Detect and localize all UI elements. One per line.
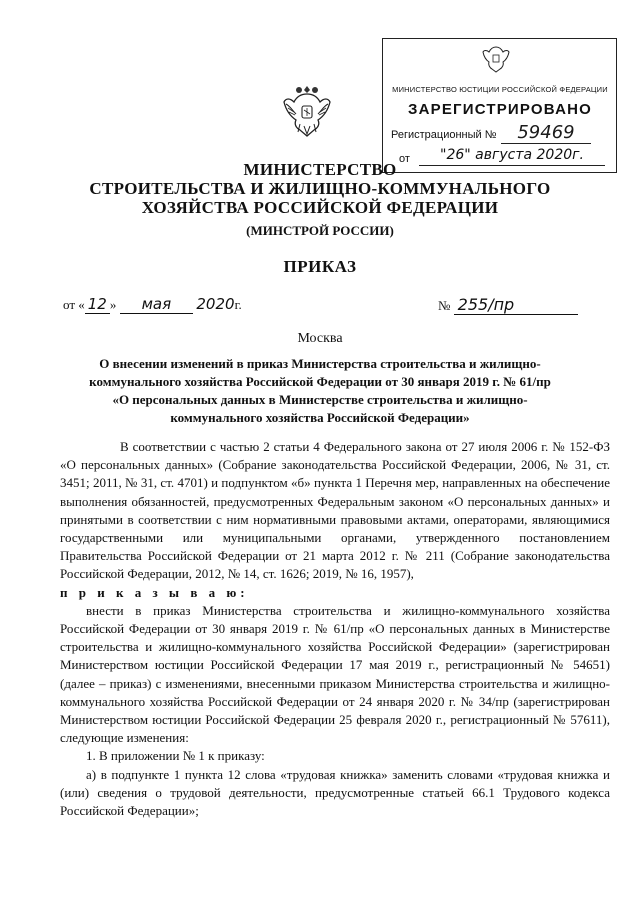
order-date-month: мая: [120, 295, 194, 314]
prikazyvayu-label: п р и к а з ы в а ю:: [60, 584, 249, 600]
ministry-name-line-2: СТРОИТЕЛЬСТВА И ЖИЛИЩНО-КОММУНАЛЬНОГО: [89, 179, 551, 198]
preamble-paragraph: В соответствии с частью 2 статьи 4 Федерального закона от 27 июля 2006 г. № 152-ФЗ «О персональных данных» (Собрание законодательства Российской Федерации, 2006, № 31, ст. 3451; 2011, № 31, ст. 4701) и подпунктом «б» пункта 1 Перечня мер, направленных на обеспечение выполнения обязанностей, предусмотренных Федеральным законом «О персональных данных» и принятыми в соответствии с ним нормативными правовыми актами, операторами, являющимися государственными или муниципальными органами, утвержденного постановлением Правительства Российской Федерации от 21 марта 2012 г. № 211 (Собрание законодательства Российской Федерации, 2012, № 14, ст. 1626; 2019, № 16, 1957),: [60, 439, 610, 582]
order-number-value: 255/пр: [454, 295, 578, 315]
order-title: [56, 355, 584, 427]
item-1: 1. В приложении № 1 к приказу:: [86, 748, 265, 764]
order-date-suffix: г.: [234, 297, 242, 312]
main-paragraph: внести в приказ Министерства строительства и жилищно-коммунального хозяйства Российской Федерации от 30 января 2019 г. № 61/пр «О персональных данных в Министерстве строительства и жилищно-коммунального хозяйства Российской Федерации» (зарегистрирован Министерством юстиции Российской Федерации 17 мая 2019 г., регистрационный № 54651) (далее – приказ) с изменениями, внесенными приказом Министерства строительства и жилищно-коммунального хозяйства Российской Федерации от 24 января 2020 г. № 34/пр (зарегистрирован Министерством юстиции Российской Федерации 25 февраля 2020 г., регистрационный № 57611), следующие изменения:: [60, 602, 610, 746]
order-number: [438, 295, 578, 315]
order-title-line-2: коммунального хозяйства Российской Федерации от 30 января 2019 г. № 61/пр: [89, 374, 551, 389]
stamp-ministry-name: МИНИСТЕРСТВО ЮСТИЦИИ РОССИЙСКОЙ ФЕДЕРАЦИИ: [392, 85, 608, 94]
stamp-date-label: от: [399, 153, 410, 165]
order-body: [60, 438, 610, 820]
order-date-prefix: от «: [63, 297, 85, 312]
stamp-registration-number: 59469: [501, 123, 591, 144]
coat-of-arms-emblem: [282, 80, 332, 138]
order-number-label: №: [438, 298, 451, 313]
stamp-registration-label: Регистрационный №: [391, 129, 497, 141]
registration-stamp: [382, 38, 617, 173]
order-date-day: 12: [85, 295, 110, 314]
ministry-name-line-1: МИНИСТЕРСТВО: [243, 160, 397, 179]
order-date-year: 2020: [196, 295, 235, 313]
order-date: [63, 295, 242, 313]
ministry-name-line-3: ХОЗЯЙСТВА РОССИЙСКОЙ ФЕДЕРАЦИИ: [141, 198, 499, 217]
stamp-registered-label: ЗАРЕГИСТРИРОВАНО: [407, 101, 593, 118]
stamp-date-value: "26" августа 2020г.: [419, 145, 605, 166]
item-1a: а) в подпункте 1 пункта 12 слова «трудовая книжка» заменить словами «трудовая книжка и (или) сведения о трудовой деятельности, предусмотренные статьей 66.1 Трудового кодекса Российской Федерации»;: [60, 766, 610, 819]
order-title-line-4: коммунального хозяйства Российской Федерации»: [170, 410, 470, 425]
order-title-line-1: О внесении изменений в приказ Министерства строительства и жилищно-: [99, 356, 541, 371]
stamp-eagle-icon: [481, 43, 511, 73]
order-date-mid: »: [109, 297, 117, 312]
document-type: ПРИКАЗ: [283, 257, 357, 276]
city: Москва: [297, 331, 343, 346]
ministry-short-name: (МИНСТРОЙ РОССИИ): [246, 223, 394, 238]
order-title-line-3: «О персональных данных в Министерстве строительства и жилищно-: [112, 392, 528, 407]
